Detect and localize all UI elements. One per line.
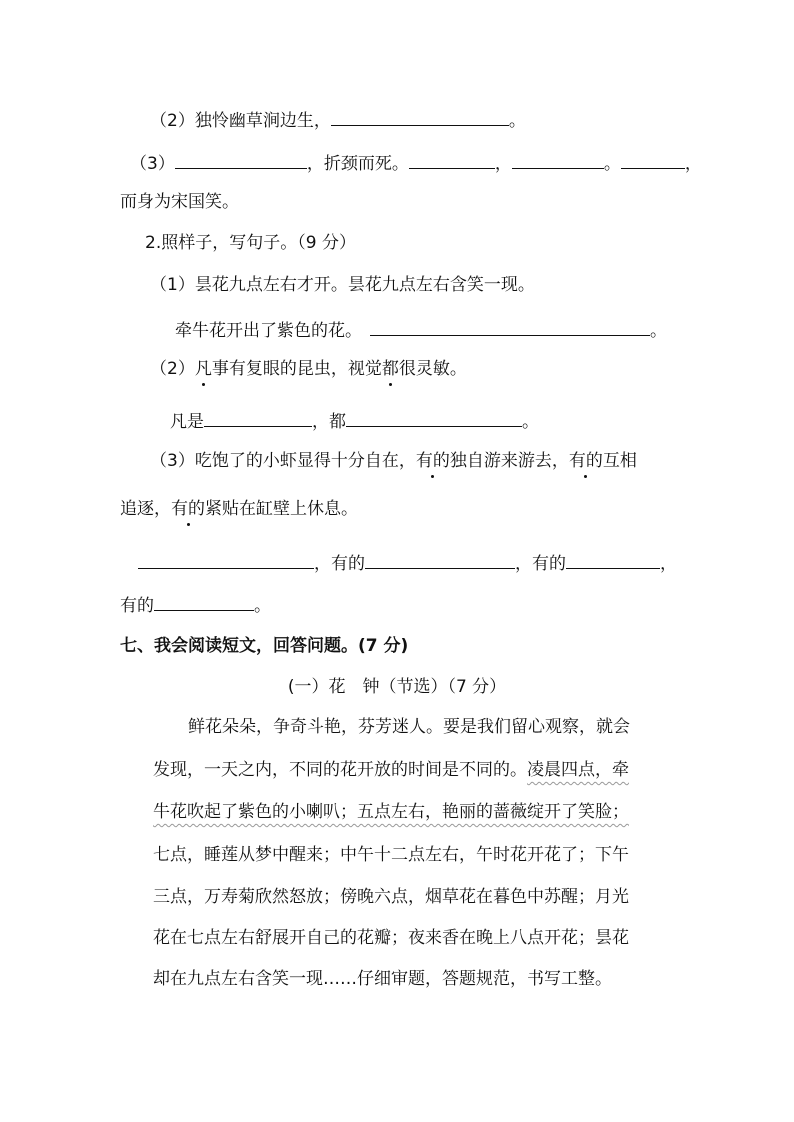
emphasis-char: 凡 (194, 359, 212, 379)
sentence-3-text: 追逐， (120, 499, 171, 519)
sentence-3-prompt: 有的 (120, 596, 154, 616)
sentence-2-text: 很灵敏。 (398, 359, 467, 379)
answer-blank[interactable] (204, 408, 312, 427)
question-3-label: （3） (130, 154, 175, 174)
sentence-1-prompt-line (175, 317, 667, 343)
sentence-2-example (150, 357, 467, 381)
passage-line: 花在七点左右舒展开自己的花瓣；夜来香在晚上八点开花；昙花 (153, 928, 629, 948)
answer-blank[interactable] (512, 150, 604, 169)
passage-line: 牛花吹起了紫色的小喇叭；五点左右，艳丽的蔷薇绽开了笑脸； (153, 802, 629, 822)
question-3-continuation: 而身为宋国笑。 (120, 192, 239, 212)
sentence-1-example: （1）昙花九点左右才开。昙花九点左右含笑一现。 (150, 275, 535, 295)
passage-text: 发现，一天之内，不同的花开放的时间是不同的。 (153, 760, 527, 780)
question-2-text: （2）独怜幽草涧边生， (150, 111, 331, 131)
punctuation: 。 (603, 154, 621, 174)
section-7-title: 七、我会阅读短文，回答问题。(7 分) (120, 636, 409, 656)
sentence-2-prompt: 凡是 (170, 412, 204, 432)
sentence-3-example-line-2 (120, 497, 358, 521)
passage-line: 却在九点左右含笑一现……仔细审题，答题规范，书写工整。 (153, 969, 612, 989)
sentence-2-label: （2） (150, 359, 195, 379)
punctuation: 。 (254, 596, 271, 616)
emphasis-word (416, 451, 450, 471)
emphasis-char: 有的 (568, 451, 603, 471)
answer-blank[interactable] (331, 107, 509, 126)
sentence-3-answer-line-2 (120, 592, 271, 618)
punctuation: 。 (508, 111, 526, 131)
passage-line: 七点，睡莲从梦中醒来；中午十二点左右，午时花开花了；下午 (153, 845, 629, 865)
answer-blank[interactable] (621, 150, 685, 169)
passage-title: (一）花 钟（节选）（7 分） (287, 677, 507, 697)
answer-blank[interactable] (409, 150, 495, 169)
punctuation: ， (494, 154, 512, 174)
sentence-3-example (150, 449, 637, 473)
passage-line (153, 758, 629, 782)
sentence-3-text: 独自游来游去， (449, 451, 569, 471)
sentence-3-text: 紧贴在缸壁上休息。 (205, 499, 358, 519)
emphasis-char: 有的 (415, 451, 450, 471)
sentence-2-prompt: ，都 (312, 412, 346, 432)
sentence-3-prompt: ，有的 (314, 554, 365, 574)
section-2-title: 2.照样子，写句子。（9 分） (145, 233, 356, 253)
sentence-2-text: 事有复眼的昆虫，视觉 (211, 359, 382, 379)
punctuation: 。 (650, 321, 667, 341)
answer-blank[interactable] (370, 317, 650, 336)
question-2-line (150, 107, 526, 133)
answer-blank[interactable] (346, 408, 522, 427)
passage-line: 三点，万寿菊欣然怒放；傍晚六点，烟草花在暮色中苏醒；月光 (153, 887, 629, 907)
sentence-3-text: 互相 (602, 451, 637, 471)
punctuation: 。 (522, 412, 539, 432)
question-3-line (130, 150, 702, 176)
answer-blank[interactable] (175, 150, 307, 169)
answer-blank[interactable] (365, 550, 515, 569)
emphasis-char: 都 (381, 359, 399, 379)
sentence-3-text: （3）吃饱了的小虾显得十分自在， (150, 451, 416, 471)
answer-blank[interactable] (138, 550, 314, 569)
sentence-2-prompt-line (170, 408, 539, 434)
answer-blank[interactable] (566, 550, 660, 569)
sentence-3-answer-line (138, 550, 677, 576)
emphasis-char: 有的 (171, 499, 205, 519)
question-3-text: ，折颈而死。 (306, 154, 409, 174)
sentence-3-prompt: ，有的 (515, 554, 566, 574)
underlined-text: 凌晨四点，牵 (527, 760, 629, 780)
punctuation: ， (660, 554, 677, 574)
answer-blank[interactable] (154, 592, 254, 611)
sentence-1-prompt: 牵牛花开出了紫色的花。 (175, 321, 362, 341)
punctuation: ， (684, 154, 702, 174)
passage-line: 鲜花朵朵，争奇斗艳，芬芳迷人。要是我们留心观察，就会 (188, 717, 630, 737)
